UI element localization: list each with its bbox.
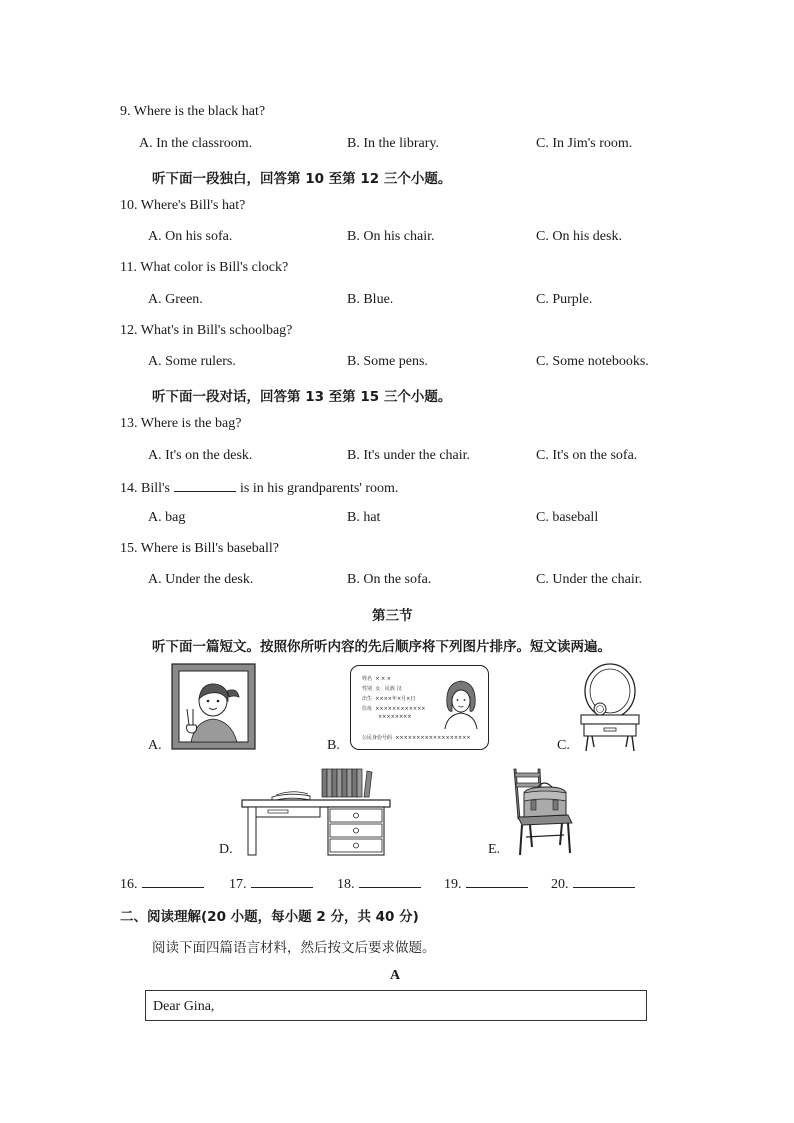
question-13-option-b: B. It's under the chair.: [347, 448, 471, 463]
question-14-stem: [120, 479, 398, 497]
question-10-option-a: A. On his sofa.: [148, 229, 233, 244]
id-number-label: 公民身份号码: [362, 735, 393, 741]
id-address-line1: ××××××××××××: [375, 706, 426, 712]
question-15-option-b: B. On the sofa.: [347, 572, 432, 587]
question-15-option-a: A. Under the desk.: [148, 572, 254, 587]
question-13-option-a: A. It's on the desk.: [148, 448, 253, 463]
question-9-stem: 9. Where is the black hat?: [120, 104, 266, 119]
id-name-value: × × ×: [375, 676, 391, 682]
picture-b-label: B.: [327, 738, 340, 753]
part2-instruction: 阅读下面四篇语言材料，然后按文后要求做题。: [152, 940, 436, 956]
dialogue-instruction: 听下面一段对话，回答第 13 至第 15 三个小题。: [152, 389, 452, 405]
question-11-option-a: A. Green.: [148, 292, 203, 307]
letter-box: [145, 990, 647, 1021]
id-ethnicity-value: 汉: [396, 686, 402, 692]
part2-heading: 二、阅读理解(20 小题，每小题 2 分，共 40 分): [120, 909, 419, 925]
id-ethnicity-label: 民族: [385, 686, 396, 692]
question-12-option-a: A. Some rulers.: [148, 354, 236, 369]
question-10-option-b: B. On his chair.: [347, 229, 435, 244]
letter-greeting: Dear Gina,: [153, 999, 215, 1014]
question-11-stem: 11. What color is Bill's clock?: [120, 260, 289, 275]
question-9-option-a: A. In the classroom.: [139, 136, 253, 151]
section3-title: 第三节: [372, 608, 413, 624]
answer-blank-20[interactable]: 20.: [551, 875, 635, 893]
question-14-option-b: B. hat: [347, 510, 381, 525]
id-gender-value: 女: [375, 686, 381, 692]
id-number-value: ××××××××××××××××××: [395, 735, 471, 741]
question-13-option-c: C. It's on the sofa.: [536, 448, 638, 463]
id-name-label: 姓名: [362, 676, 373, 682]
id-card-portrait-icon: [439, 675, 483, 729]
framed-photo-illustration: [171, 663, 256, 750]
question-10-option-c: C. On his desk.: [536, 229, 622, 244]
question-15-stem: 15. Where is Bill's baseball?: [120, 541, 279, 556]
question-14-option-c: C. baseball: [536, 510, 599, 525]
id-birth-label: 出生: [362, 696, 373, 702]
picture-c-label: C.: [557, 738, 570, 753]
passage-a-label: A: [390, 968, 401, 983]
id-address-line2: ××××××××: [378, 714, 412, 720]
question-9-option-b: B. In the library.: [347, 136, 440, 151]
picture-e-label: E.: [488, 842, 501, 857]
question-14-option-a: A. bag: [148, 510, 186, 525]
desk-illustration: [240, 765, 392, 857]
question-11-option-c: C. Purple.: [536, 292, 593, 307]
answer-blank-16[interactable]: 16.: [120, 875, 204, 893]
answer-blank-17[interactable]: 17.: [229, 875, 313, 893]
question-9-option-c: C. In Jim's room.: [536, 136, 633, 151]
question-15-option-c: C. Under the chair.: [536, 572, 643, 587]
picture-a-label: A.: [148, 738, 162, 753]
id-gender-label: 性别: [362, 686, 373, 692]
question-12-option-c: C. Some notebooks.: [536, 354, 649, 369]
question-12-stem: 12. What's in Bill's schoolbag?: [120, 323, 293, 338]
question-11-option-b: B. Blue.: [347, 292, 394, 307]
id-address-label: 住址: [362, 706, 373, 712]
question-12-option-b: B. Some pens.: [347, 354, 428, 369]
question-14-stem-after: is in his grandparents' room.: [239, 481, 399, 496]
picture-d-label: D.: [219, 842, 233, 857]
question-13-stem: 13. Where is the bag?: [120, 416, 242, 431]
question-14-stem-before: 14. Bill's: [120, 481, 170, 496]
section3-instruction: 听下面一篇短文。按照你所听内容的先后顺序将下列图片排序。短文读两遍。: [152, 639, 611, 655]
answer-blank-19[interactable]: 19.: [444, 875, 528, 893]
answer-blank-18[interactable]: 18.: [337, 875, 421, 893]
question-10-stem: 10. Where's Bill's hat?: [120, 198, 246, 213]
question-14-blank[interactable]: [174, 479, 236, 492]
id-card-illustration: [350, 665, 489, 750]
chair-with-bag-illustration: [508, 767, 576, 857]
monologue-instruction: 听下面一段独白，回答第 10 至第 12 三个小题。: [152, 171, 452, 187]
id-birth-value: ××××年×月×日: [375, 696, 416, 702]
dressing-table-illustration: [578, 663, 642, 753]
